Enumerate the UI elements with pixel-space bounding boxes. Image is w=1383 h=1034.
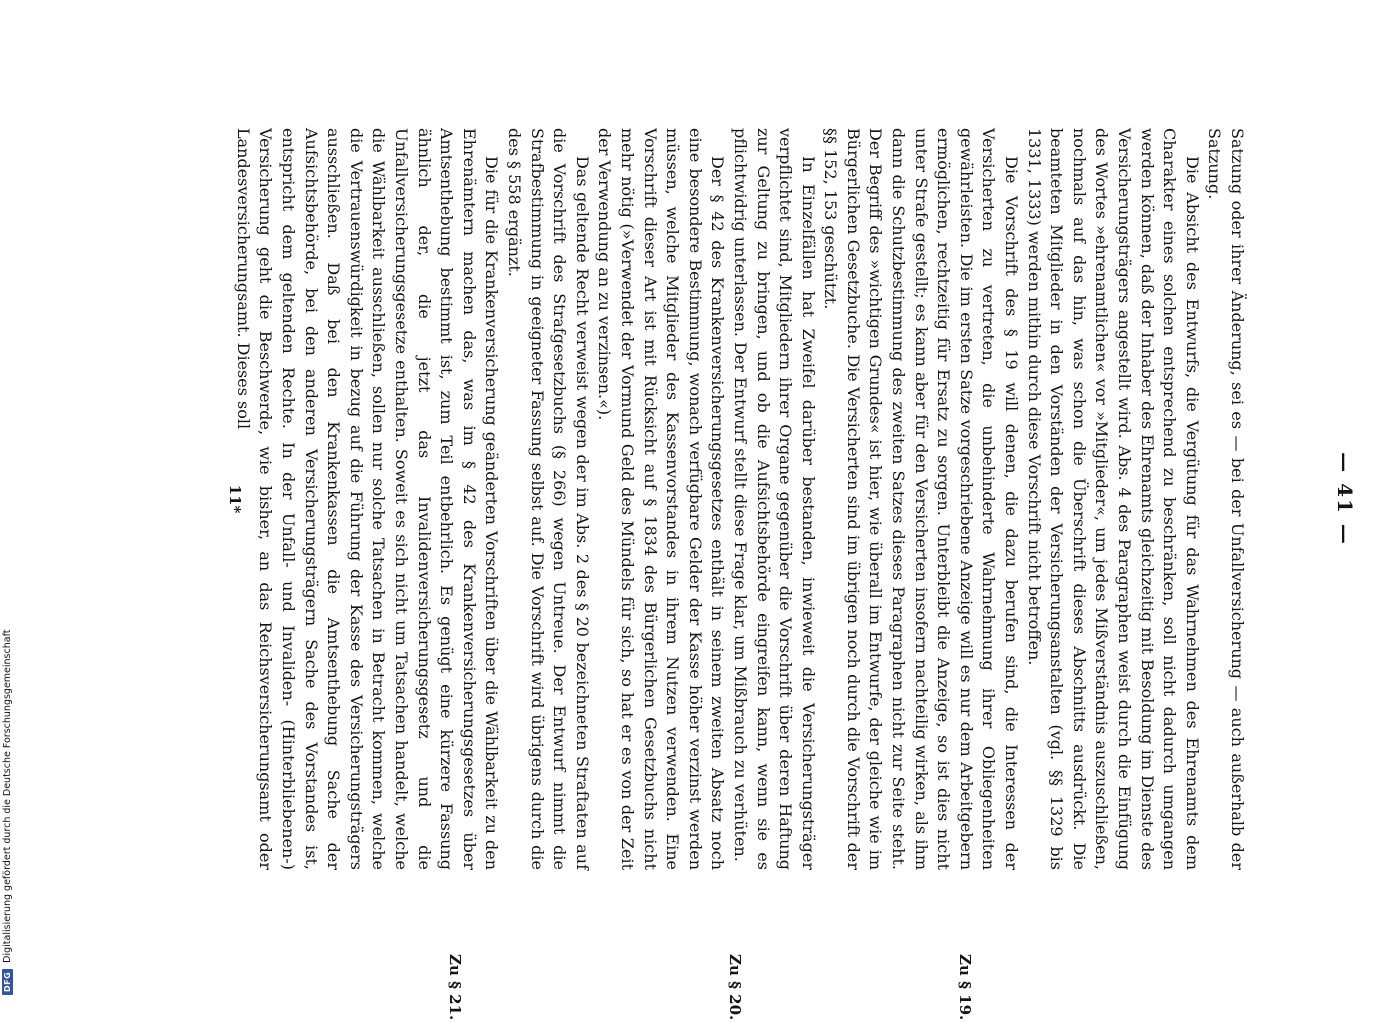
- paragraph-3: Die Vorschrift des § 19 will denen, die dazu berufen sind, die Interessen der Versicherten zu vertreten, die unbehinderte Wahrnehmung ihrer Obliegenheiten gewährleisten. Die im ersten Satze vorgeschriebene Anzeige will es nur dem Arbeitgebern ermöglichen, rechtzeitig für Ersatz zu sorgen. Unterbleibt die Anzeige, so ist dies nicht unter Strafe gestellt; es kann aber für den Versicherten insofern nachteilig wirken, als ihm dann die Schutzbestimmung des zweiten Satzes dieses Paragraphen nicht zur Seite steht. Der Begriff des »wichtigen Grundes« ist hier, wie überall im Entwurfe, der gleiche wie im Bürgerlichen Gesetzbuche. Die Versicherten sind im übrigen noch durch die Vorschrift der §§ 152, 153 geschützt.: [821, 128, 1022, 870]
- margin-note-20: Zu § 20.: [726, 954, 744, 1021]
- credit-text: Digitalisierung gefördert durch die Deutsche Forschungsgemeinschaft: [1, 629, 13, 963]
- paragraph-1: Satzung oder ihrer Änderung, sei es — bei der Unfallversicherung — auch außerhalb der Satzung.: [1205, 128, 1247, 870]
- paragraph-6: Das geltende Recht verweist wegen der im Abs. 2 des § 20 bezeichneten Straftaten auf die Vorschrift des Strafgesetzbuchs (§ 266) wegen Untreue. Der Entwurf nimmt die Strafbestimmung in geeigneter Fassung selbst auf. Die Vorschrift wird übrigens durch die des § 558 ergänzt.: [505, 128, 592, 870]
- dfg-logo: DFG: [2, 969, 13, 995]
- sheet-signature: 11*: [226, 484, 244, 514]
- page-number: — 41 —: [1333, 452, 1357, 546]
- paragraph-7: Die für die Krankenversicherung geänderten Vorschriften über die Wählbarkeit zu den Ehrenämtern machen das, was im § 42 des Krankenversicherungsgesetzes über Amtsenthebung bestimmt ist, zum Teil entbehrlich. Es genügt eine kürzere Fassung ähnlich der, die jetzt das Invalidenversicherungsgesetz und die Unfallversicherungsgesetze enthalten. Soweit es sich nicht um Tatsachen handelt, welche die Wählbarkeit ausschließen, sollen nur solche Tatsachen in Betracht kommen, welche die Vertrauenswürdigkeit in bezug auf die Führung der Kasse des Versicherungsträgers ausschließen. Daß bei den Krankenkassen die Amtsenthebung Sache der Aufsichtsbehörde, bei den anderen Versicherungsträgern Sache des Vorstandes ist, entspricht dem geltenden Rechte. In der Unfall- und Invaliden- (Hinterbliebenen-) Versicherung geht die Beschwerde, wie bisher, an das Reichsversicherungsamt oder Landesversicherungsamt. Dieses soll: [233, 128, 502, 870]
- paragraph-4: In Einzelfällen hat Zweifel darüber bestanden, inwieweit die Versicherungsträger verpflichtet sind, Mitgliedern ihrer Organe gegenüber die Vorschrift über deren Haftung zur Geltung zu bringen, und ob die Aufsichtsbehörde eingreifen kann, wenn sie es pflichtwidrig unterlassen. Der Entwurf stellt diese Frage klar, um Mißbrauch zu verhüten.: [730, 128, 818, 870]
- paragraph-2: Die Absicht des Entwurfs, die Vergütung für das Wahrnehmen des Ehrenamts dem Charakter eines solchen entsprechend zu beschränken, soll nicht dadurch umgangen werden können, daß der Inhaber des Ehrenamts gleichzeitig mit Besoldung im Dienste des Versicherungsträgers angestellt wird. Abs. 4 des Paragraphen weist durch die Einfügung des Wortes »ehrenamtlichen« vor »Mitglieder«, um jedes Mißverständnis auszuschließen, nochmals auf das hin, was schon die Überschrift dieses Abschnitts ausdrückt. Die beamteten Mitglieder in den Vorständen der Versicherungsanstalten (vgl. §§ 1329 bis 1331, 1333) werden mithin durch diese Vorschrift nicht betroffen.: [1024, 128, 1202, 870]
- document-page: [148, 128, 1357, 1021]
- body-text: [231, 128, 1248, 870]
- margin-note-21: Zu § 21.: [446, 954, 464, 1021]
- paragraph-5: Der § 42 des Krankenversicherungsgesetzes enthält in seinem zweiten Absatz noch eine besondere Bestimmung, wonach verfügbare Gelder der Kasse höher verzinst werden müssen, welche Mitglieder des Kassenvorstandes in ihrem Nutzen verwenden. Eine Vorschrift dieser Art ist mit Rücksicht auf § 1834 des Bürgerlichen Gesetzbuchs nicht mehr nötig (»Verwendet der Vormund Geld des Mündels für sich, so hat er es von der Zeit der Verwendung an zu verzinsen.«).: [595, 128, 728, 870]
- margin-note-19: Zu § 19.: [956, 954, 974, 1021]
